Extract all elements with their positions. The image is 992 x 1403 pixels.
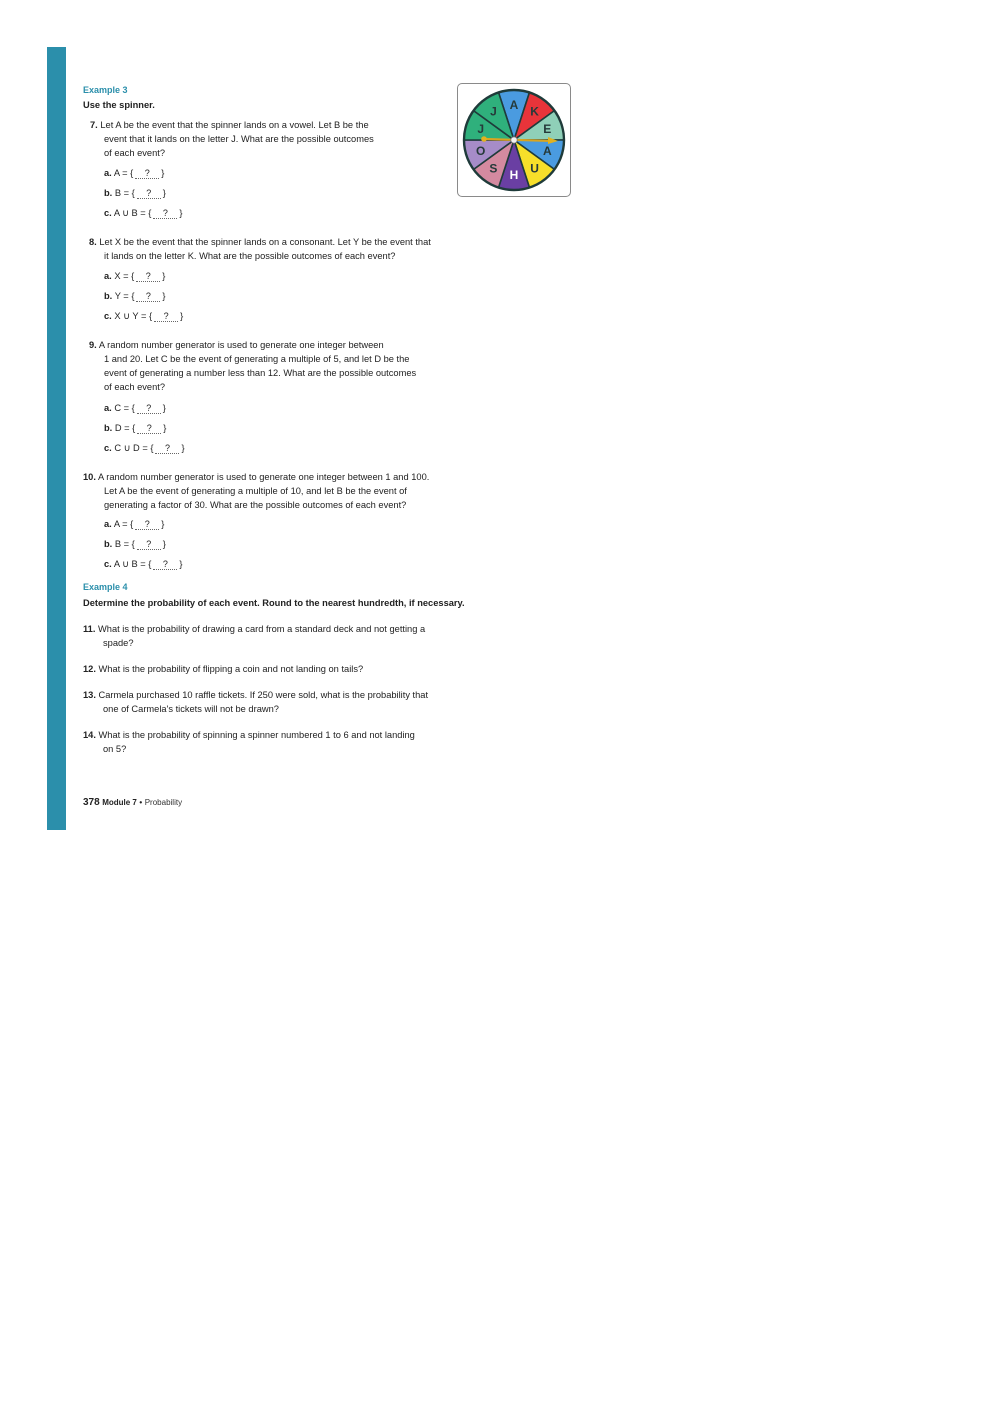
spinner-letter: E <box>543 122 552 137</box>
spinner-needle-tail <box>481 136 487 142</box>
answer-blank[interactable]: ? <box>135 169 159 179</box>
answer-row-9c <box>104 441 185 455</box>
part-label: a. <box>104 403 112 413</box>
set-expression: D = { <box>114 423 136 433</box>
set-expression: A = { <box>113 168 134 178</box>
answer-blank[interactable]: ? <box>136 272 160 282</box>
question-10 <box>83 470 429 512</box>
question-number: 10. <box>83 472 96 482</box>
brace: } <box>181 443 185 453</box>
set-expression: B = { <box>114 188 135 198</box>
brace: } <box>179 208 183 218</box>
question-12 <box>83 662 363 676</box>
set-expression: C ∪ D = { <box>114 443 154 453</box>
answer-blank[interactable]: ? <box>137 404 161 414</box>
part-label: b. <box>104 423 113 433</box>
spinner-letter: K <box>530 104 539 119</box>
spinner-wheel <box>458 84 570 196</box>
part-label: a. <box>104 519 112 529</box>
answer-blank[interactable]: ? <box>154 312 178 322</box>
answer-row-10a <box>104 517 164 531</box>
question-text: A random number generator is used to generate one integer between <box>98 340 384 350</box>
module-name: Module 7 <box>102 798 137 807</box>
answer-row-8a <box>104 269 165 283</box>
brace: } <box>161 168 165 178</box>
example-3-instruction: Use the spinner. <box>83 100 155 110</box>
question-text: What is the probability of drawing a card from a standard deck and not getting a <box>98 624 426 634</box>
answer-blank[interactable]: ? <box>153 209 177 219</box>
question-number: 14. <box>83 730 96 740</box>
spinner-letter: J <box>490 104 497 119</box>
side-color-bar <box>47 47 66 830</box>
example-4-instruction: Determine the probability of each event. Round to the nearest hundredth, if necessary. <box>83 598 465 608</box>
question-number: 12. <box>83 664 96 674</box>
brace: } <box>162 291 166 301</box>
question-11 <box>83 622 425 650</box>
spinner-letter: A <box>542 143 552 158</box>
part-label: a. <box>104 168 112 178</box>
set-expression: X = { <box>114 271 135 281</box>
answer-row-10c <box>104 557 183 571</box>
answer-blank[interactable]: ? <box>153 560 177 570</box>
set-expression: A ∪ B = { <box>113 559 152 569</box>
answer-row-7a <box>104 166 164 180</box>
part-label: b. <box>104 291 113 301</box>
example-4-label: Example 4 <box>83 582 128 592</box>
spinner-letter: S <box>489 161 498 176</box>
question-number: 9. <box>89 340 97 350</box>
question-number: 7. <box>90 120 98 130</box>
answer-row-7b <box>104 186 166 200</box>
question-9 <box>89 338 416 394</box>
part-label: c. <box>104 559 112 569</box>
question-14 <box>83 728 415 756</box>
brace: } <box>162 539 166 549</box>
set-expression: Y = { <box>114 291 135 301</box>
question-text: spade? <box>103 638 134 648</box>
answer-blank[interactable]: ? <box>137 189 161 199</box>
question-text: of each event? <box>104 148 165 158</box>
question-8 <box>89 235 431 263</box>
answer-blank[interactable]: ? <box>136 292 160 302</box>
page-footer <box>83 797 182 808</box>
part-label: a. <box>104 271 112 281</box>
part-label: c. <box>104 443 112 453</box>
brace: } <box>162 271 166 281</box>
question-number: 13. <box>83 690 96 700</box>
question-text: What is the probability of spinning a spinner numbered 1 to 6 and not landing <box>98 730 415 740</box>
answer-blank[interactable]: ? <box>135 520 159 530</box>
question-text: A random number generator is used to generate one integer between 1 and 100. <box>98 472 430 482</box>
question-text: What is the probability of flipping a coin and not landing on tails? <box>98 664 364 674</box>
page-number: 378 <box>83 797 100 808</box>
question-text: Let A be the event that the spinner lands on a vowel. Let B be the <box>100 120 369 130</box>
brace: } <box>162 188 166 198</box>
question-text: it lands on the letter K. What are the possible outcomes of each event? <box>104 251 396 261</box>
spinner-letter: A <box>509 98 519 112</box>
question-text: one of Carmela's tickets will not be drawn? <box>103 704 279 714</box>
answer-row-10b <box>104 537 166 551</box>
set-expression: B = { <box>114 539 135 549</box>
answer-row-9b <box>104 421 166 435</box>
question-13 <box>83 688 428 716</box>
question-number: 11. <box>83 624 96 634</box>
spinner-letter: O <box>476 143 486 158</box>
spinner-hub <box>511 137 517 143</box>
question-number: 8. <box>89 237 97 247</box>
set-expression: A ∪ B = { <box>113 208 152 218</box>
answer-row-9a <box>104 401 166 415</box>
footer-bullet: • <box>139 798 143 807</box>
answer-row-7c <box>104 206 183 220</box>
answer-row-8c <box>104 309 183 323</box>
question-text: 1 and 20. Let C be the event of generating a multiple of 5, and let D be the <box>104 354 410 364</box>
spinner-letter: H <box>509 168 519 182</box>
brace: } <box>163 423 167 433</box>
part-label: b. <box>104 539 113 549</box>
part-label: c. <box>104 311 112 321</box>
question-text: Carmela purchased 10 raffle tickets. If 250 were sold, what is the probability that <box>98 690 429 700</box>
part-label: b. <box>104 188 113 198</box>
brace: } <box>162 403 166 413</box>
brace: } <box>179 559 183 569</box>
part-label: c. <box>104 208 112 218</box>
question-text: Let X be the event that the spinner lands on a consonant. Let Y be the event that <box>99 237 431 247</box>
question-text: of each event? <box>104 382 165 392</box>
question-text: event that it lands on the letter J. What are the possible outcomes <box>104 134 374 144</box>
question-text: event of generating a number less than 12. What are the possible outcomes <box>104 368 417 378</box>
question-7 <box>90 118 374 160</box>
example-3-label: Example 3 <box>83 85 128 95</box>
question-text: on 5? <box>103 744 127 754</box>
answer-blank[interactable]: ? <box>155 444 179 454</box>
brace: } <box>161 519 165 529</box>
spinner-letter: J <box>477 122 485 137</box>
answer-row-8b <box>104 289 166 303</box>
answer-blank[interactable]: ? <box>137 424 161 434</box>
brace: } <box>180 311 184 321</box>
topic-name: Probability <box>144 798 183 807</box>
set-expression: X ∪ Y = { <box>114 311 153 321</box>
answer-blank[interactable]: ? <box>137 540 161 550</box>
spinner-letter: U <box>530 161 539 176</box>
set-expression: A = { <box>113 519 134 529</box>
question-text: generating a factor of 30. What are the possible outcomes of each event? <box>104 500 407 510</box>
question-text: Let A be the event of generating a multiple of 10, and let B be the event of <box>104 486 407 496</box>
set-expression: C = { <box>114 403 135 413</box>
spinner-figure <box>457 83 571 197</box>
